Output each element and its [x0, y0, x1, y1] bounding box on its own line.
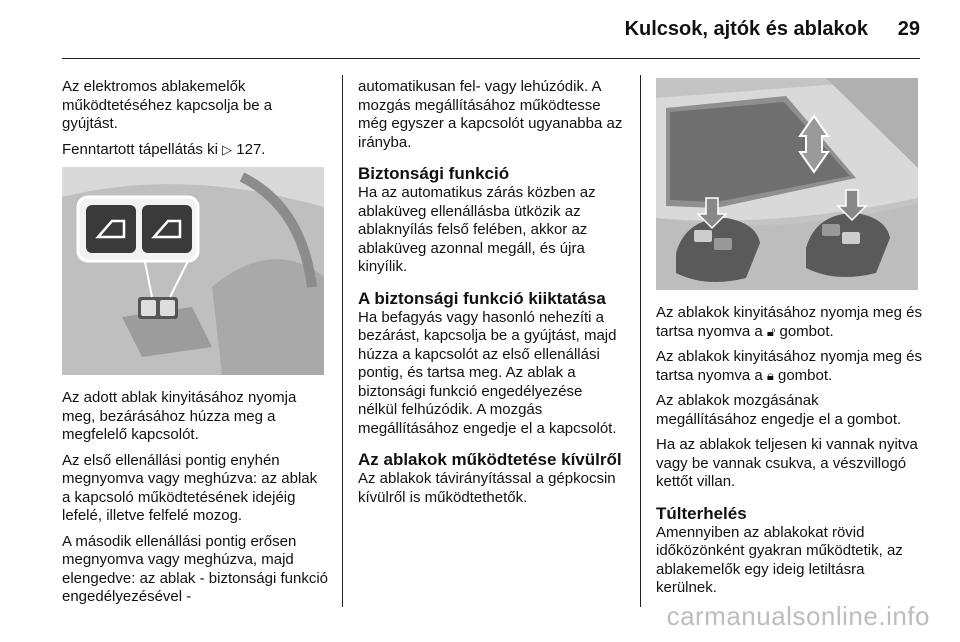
paragraph: Az első ellenállási pontig enyhén megnyomva vagy meghúzva: az ablak a kapcsoló működtetésének idejéig lefelé, illetve felfelé mozog. [62, 451, 318, 524]
paragraph: A második ellenállási pontig erősen megnyomva vagy meghúzva, majd elengedve: az ablak - biztonsági funkció engedélyezésével - [62, 532, 329, 605]
header-rule [62, 58, 920, 59]
paragraph: automatikusan fel- vagy lehúzódik. A mozgás megállításához működtesse még egyszer a kapcsolót ugyanabba az irányba. [358, 78, 623, 151]
paragraph-reference [62, 141, 328, 160]
page-reference-link[interactable]: 127. [236, 140, 266, 158]
column-divider [640, 75, 641, 607]
paragraph: Az elektromos ablakemelők működtetéséhez kapcsolja be a gyújtást. [62, 78, 273, 132]
paragraph: Az ablakok mozgásának megállításához engedje el a gombot. [656, 392, 902, 428]
remote-key-illustration [656, 78, 918, 290]
section-heading: Az ablakok működtetése kívülről [358, 450, 622, 469]
window-switch-illustration [62, 167, 324, 375]
column-3 [656, 78, 922, 605]
paragraph-text: gombot. [773, 366, 833, 384]
paragraph: Az adott ablak kinyitásához nyomja meg, bezárásához húzza meg a megfelelő kapcsolót. [62, 389, 297, 443]
section-heading: Túlterhelés [656, 503, 747, 523]
paragraph: Ha az automatikus zárás közben az ablaküveg ellenállásba ütközik az ablaknyílás felső felében, akkor az ablaküveg azonnal megáll, és újra kinyílik. [358, 184, 596, 275]
paragraph-text: Az ablakok kinyitásához nyomja meg és tartsa nyomva a [656, 348, 922, 384]
column-1 [62, 78, 328, 614]
unlock-icon: 🔓︎ [766, 323, 776, 339]
page-header-title: Kulcsok, ajtók és ablakok [624, 18, 868, 40]
paragraph: Ha az ablakok teljesen ki vannak nyitva vagy be vannak csukva, a vészvillogó kettőt villan. [656, 436, 918, 490]
paragraph: Ha befagyás vagy hasonló nehezíti a bezárást, kapcsolja be a gyújtást, majd húzza a kapcsolót az első ellenállási pontig, és tartsa meg. Az ablak a biztonsági funkció engedélyezése nélkül felhúzódik. A mozgás megállításához engedje el a kapcsolót. [358, 308, 617, 437]
section-heading: A biztonsági funkció kiiktatása [358, 288, 606, 308]
lock-icon: 🔒︎ [766, 367, 774, 383]
paragraph-lock [656, 348, 922, 385]
paragraph-text: Fenntartott tápellátás ki [62, 140, 223, 158]
page-number: 29 [897, 18, 920, 40]
paragraph: Az ablakok távirányítással a gépkocsin kívülről is működtethetők. [358, 470, 616, 506]
column-divider [342, 75, 343, 607]
arrow-ref-icon: ▷ [222, 141, 233, 157]
paragraph: Amennyiben az ablakokat rövid időközönként gyakran működtetik, az ablakemelők egy ideig letiltásra kerülnek. [656, 523, 903, 596]
paragraph-text: Az ablakok kinyitásához nyomja meg és tartsa nyomva a [656, 304, 922, 340]
watermark: carmanualsonline.info [666, 601, 930, 631]
column-2 [358, 78, 624, 514]
paragraph-text: gombot. [775, 322, 834, 340]
paragraph-unlock [656, 304, 922, 341]
section-heading: Biztonsági funkció [358, 164, 510, 183]
